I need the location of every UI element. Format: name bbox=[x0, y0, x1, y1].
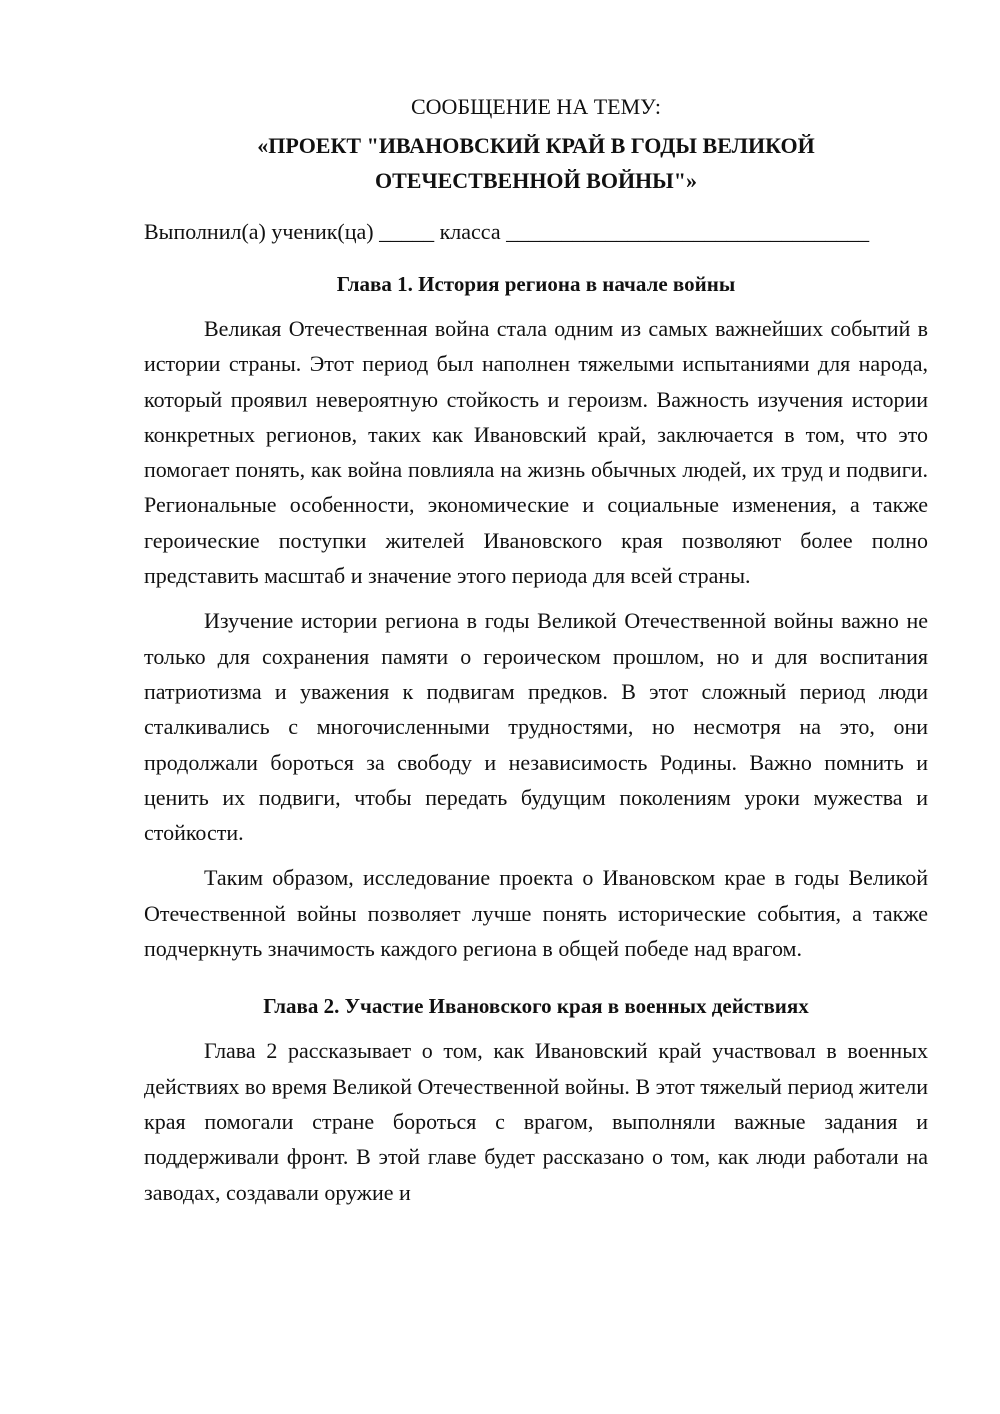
author-line: Выполнил(а) ученик(ца) _____ класса _________________________________ bbox=[144, 219, 870, 244]
chapter-heading: Глава 1. История региона в начале войны bbox=[336, 272, 736, 296]
paragraph: Великая Отечественная война стала одним из самых важнейших событий в истории страны. Этот период был наполнен тяжелыми испытаниями для народа, который проявил невероятную стойкость и героизм. Важность изучения истории конкретных регионов, таких как Ивановский край, заключается в том, что это помогает понять, как война повлияла на жизнь обычных людей, их труд и подвиги. Региональные особенности, экономические и социальные изменения, а также героические поступки жителей Ивановского края позволяют более полно представить масштаб и значение этого периода для всей страны. bbox=[144, 316, 928, 589]
paragraph: Изучение истории региона в годы Великой Отечественной войны важно не только для сохранения памяти о героическом прошлом, но и для воспитания патриотизма и уважения к подвигам предков. В этот сложный период люди сталкивались с многочисленными трудностями, но несмотря на это, они продолжали бороться за свободу и независимость Родины. Важно помнить и ценить их подвиги, чтобы передать будущим поколениям уроки мужества и стойкости. bbox=[144, 608, 928, 846]
paragraph: Глава 2 рассказывает о том, как Ивановский край участвовал в военных действиях во время Великой Отечественной войны. В этот тяжелый период жители края помогали стране бороться с врагом, выполняли важные задания и поддерживали фронт. В этой главе будет рассказано о том, как люди работали на заводах, создавали оружие и bbox=[144, 1038, 928, 1205]
chapter-heading: Глава 2. Участие Ивановского края в военных действиях bbox=[263, 994, 809, 1019]
chapter-1 bbox=[144, 267, 928, 966]
document-page bbox=[144, 90, 928, 1220]
document-type-heading: СООБЩЕНИЕ НА ТЕМУ: bbox=[411, 94, 661, 119]
chapter-2 bbox=[144, 989, 928, 1209]
document-title: «ПРОЕКТ "ИВАНОВСКИЙ КРАЙ В ГОДЫ ВЕЛИКОЙ ОТЕЧЕСТВЕННОЙ ВОЙНЫ"» bbox=[257, 133, 815, 193]
paragraph: Таким образом, исследование проекта о Ивановском крае в годы Великой Отечественной войны позволяет лучше понять исторические события, а также подчеркнуть значимость каждого региона в общей победе над врагом. bbox=[144, 865, 928, 962]
